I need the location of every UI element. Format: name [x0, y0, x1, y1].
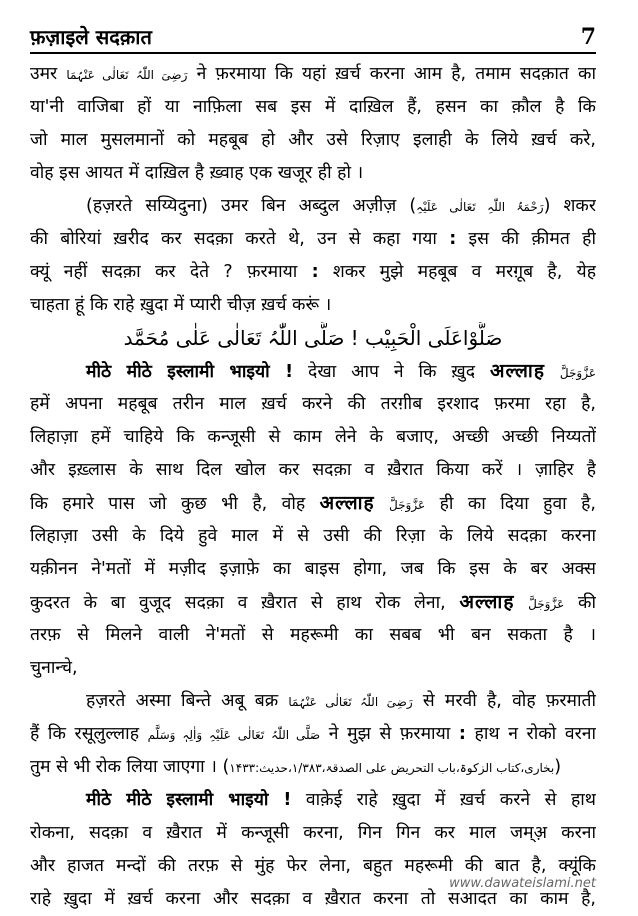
- text-segment: ने फ़रमाया कि यहां ख़र्च करना आम है, तमाम सदक़ात का: [187, 64, 596, 84]
- text-segment: और इख़्लास के साथ दिल खोल कर सदक़ा व ख़ैरात किया करें । ज़ाहिर है: [30, 460, 596, 480]
- arabic-honorific: رَضِیَ اللّٰہُ تَعَالٰی عَنْہُمَا: [288, 695, 413, 709]
- text-segment: वाक़ेई राहे ख़ुदा में ख़र्च करने से हाथ: [291, 790, 596, 810]
- text-segment: वोह इस आयत में दाख़िल है ख़्वाह एक खजूर ही हो ।: [30, 163, 364, 183]
- durood-line: صَلُّوْاعَلَی الْحَبِیْب ! صَلَّی اللّٰہُ تَعَالٰی عَلٰی مُحَمَّد: [123, 326, 503, 350]
- page-header: [30, 18, 596, 54]
- text-line: [30, 685, 596, 718]
- text-line: [30, 718, 596, 751]
- bold-text: :: [449, 229, 457, 249]
- arabic-honorific: رَحْمَۃُ اللّٰہِ تَعَالٰی عَلَیْہِ: [416, 200, 544, 214]
- text-segment: हज़रते अस्मा बिन्ते अबू बक्र: [86, 691, 289, 711]
- text-line: [30, 454, 596, 487]
- text-segment: क्यूं नहीं सदक़ा कर देते ? फ़रमाया: [30, 262, 312, 282]
- bold-text: :: [458, 724, 466, 744]
- text-segment: रोकना, सदक़ा व ख़ैरात में कन्जूसी करना, गिन गिन कर माल जम्अ़ करना: [30, 823, 596, 843]
- text-segment: या'नी वाजिबा हों या नाफ़िला सब इस में दाख़िल हैं, हसन का क़ौल है कि: [30, 97, 596, 117]
- text-segment: ) शकर: [543, 196, 596, 216]
- text-line: [30, 91, 596, 124]
- arabic-honorific: عَزَّوَجَلَّ: [528, 597, 565, 611]
- text-segment: हमें अपना महबूब तरीन माल ख़र्च करने की तरग़ीब इरशाद फ़रमा रहा है,: [30, 394, 596, 414]
- text-segment: और हाजत मन्दों की तरफ़ से मुंह फेर लेना, बहुत महरूमी की बात है, क्यूंकि: [30, 856, 596, 876]
- text-segment: [375, 494, 389, 514]
- text-segment: की बोरियां ख़रीद कर सदक़ा करते थे, उन से कहा गया: [30, 229, 450, 249]
- text-segment: चुनान्चे,: [30, 658, 78, 678]
- bold-text: मीठे मीठे इस्लामी भाइयो !: [86, 790, 292, 810]
- text-segment: हाथ न रोको वरना: [465, 724, 596, 744]
- arabic-honorific: عَزَّوَجَلَّ: [559, 366, 596, 380]
- arabic-honorific: رَضِیَ اللّٰہُ تَعَالٰی عَنْہُمَا: [66, 68, 188, 82]
- text-line: [30, 322, 596, 355]
- arabic-honorific: صَلَّی اللّٰہُ تَعَالٰی عَلَیْہِ وَاٰلِہٖ وَسَلَّم: [147, 728, 321, 742]
- book-title: फ़ज़ाइले सदक़ात: [30, 25, 152, 49]
- page-number: 7: [580, 24, 596, 50]
- text-segment: ही का दिया हुवा है,: [425, 494, 596, 514]
- text-line: [30, 751, 596, 784]
- text-segment: लिहाज़ा हमें चाहिये कि कन्जूसी से काम लेने के बजाए, अच्छी अच्छी निय्यतों: [30, 427, 596, 447]
- text-line: [30, 289, 596, 322]
- allah-name: अल्लाह: [319, 492, 375, 514]
- text-segment: इस की क़ीमत ही: [456, 229, 596, 249]
- text-segment: उमर: [30, 64, 67, 84]
- arabic-honorific: بخاری،کتاب الزکوۃ،باب التحریض علی الصدقۃ،۱/۳۸۳،حدیث:۱۴۳۳: [229, 761, 555, 775]
- text-line: [30, 520, 596, 553]
- text-line: [30, 124, 596, 157]
- text-segment: राहे ख़ुदा में ख़र्च करना और सदक़ा व ख़ैरात करना तो सआदत का काम है,: [30, 889, 596, 909]
- text-segment: (हज़रते सय्यिदुना) उमर बिन अब्दुल अज़ीज़ (: [86, 196, 417, 216]
- text-segment: की: [564, 593, 596, 613]
- allah-name: अल्लाह: [459, 591, 515, 613]
- text-segment: चाहता हूं कि राहे ख़ुदा में प्यारी चीज़ ख़र्च करूं ।: [30, 295, 332, 315]
- text-segment: कुदरत के बा वुजूद सदक़ा व ख़ैरात से हाथ रोक लेना,: [30, 593, 460, 613]
- text-segment: हैं कि रसूलुल्लाह: [30, 724, 148, 744]
- text-line: [30, 355, 596, 388]
- arabic-honorific: عَزَّوَجَلَّ: [389, 498, 426, 512]
- allah-name: अल्लाह: [489, 360, 545, 382]
- text-line: [30, 553, 596, 586]
- bold-text: :: [311, 262, 319, 282]
- text-line: [30, 256, 596, 289]
- text-segment: ): [554, 757, 562, 777]
- text-segment: शकर मुझे महबूब व मरग़ूब है, येह: [318, 262, 596, 282]
- text-segment: ने मुझ से फ़रमाया: [320, 724, 459, 744]
- page-body: [30, 58, 596, 916]
- text-segment: जो माल मुसलमानों को महबूब हो और उसे रिज़ाए इलाही के लिये ख़र्च करे,: [30, 130, 596, 150]
- text-line: [30, 190, 596, 223]
- text-line: [30, 421, 596, 454]
- text-segment: [514, 593, 528, 613]
- bold-text: मीठे मीठे इस्लामी भाइयो !: [86, 362, 294, 382]
- text-line: [30, 619, 596, 652]
- website-footer[interactable]: www.dawateislami.net: [449, 876, 596, 891]
- text-line: [30, 817, 596, 850]
- text-segment: कि हमारे पास जो कुछ भी है, वोह: [30, 494, 320, 514]
- text-line: [30, 223, 596, 256]
- text-segment: तरफ़ से मिलने वाली ने'मतों से महरूमी का सबब भी बन सकता है ।: [30, 625, 596, 645]
- text-line: [30, 58, 596, 91]
- text-segment: [545, 362, 560, 382]
- text-line: [30, 586, 596, 619]
- text-line: [30, 784, 596, 817]
- text-line: [30, 487, 596, 520]
- text-segment: तुम से भी रोक लिया जाएगा । (: [30, 757, 230, 777]
- text-segment: से मरवी है, वोह फ़रमाती: [412, 691, 596, 711]
- text-line: [30, 157, 596, 190]
- text-segment: यक़ीनन ने'मतों में मज़ीद इज़ाफ़े का बाइस होगा, जब कि इस के बर अक्स: [30, 559, 596, 579]
- text-line: [30, 388, 596, 421]
- text-segment: देखा आप ने कि ख़ुद: [293, 362, 490, 382]
- text-line: [30, 652, 596, 685]
- text-segment: लिहाज़ा उसी के दिये हुवे माल में से उसी की रिज़ा के लिये सदक़ा करना: [30, 526, 596, 546]
